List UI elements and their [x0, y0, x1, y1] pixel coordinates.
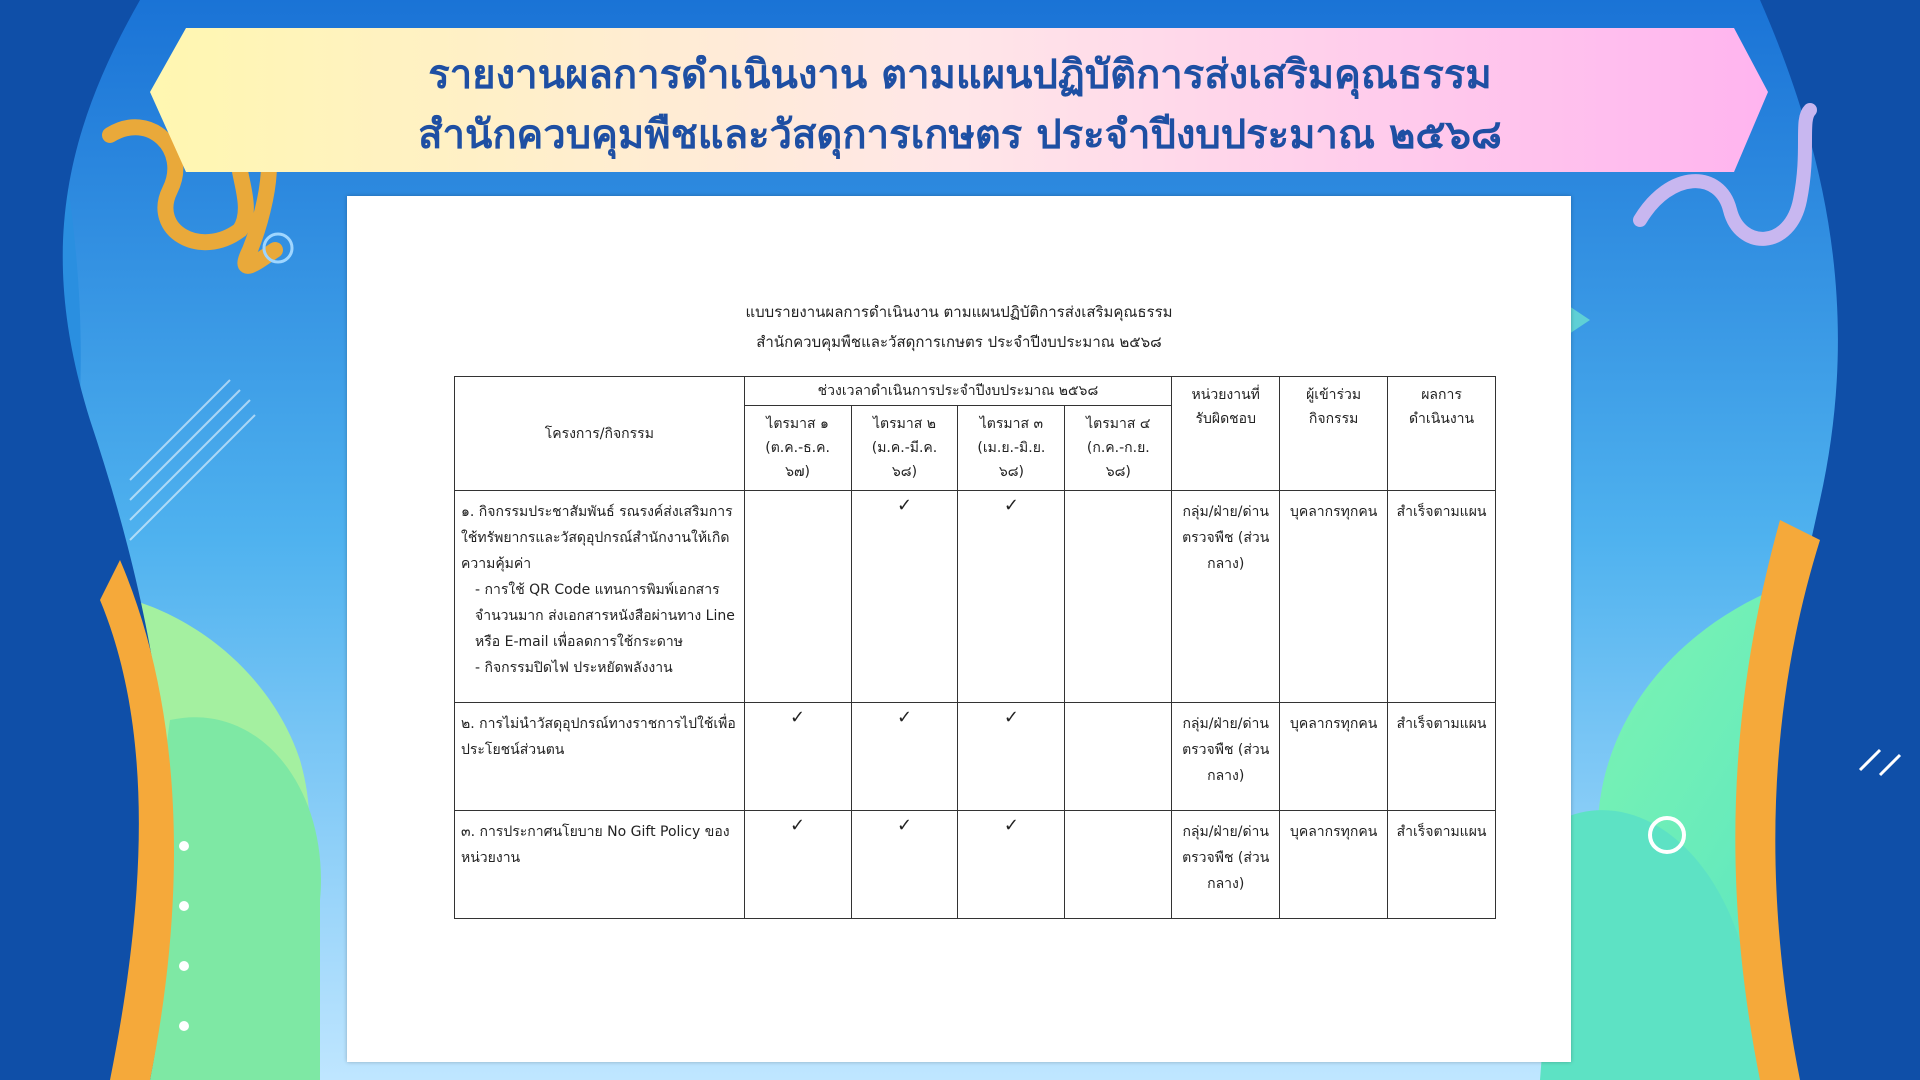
quarter-2-cell: [851, 811, 958, 919]
check-mark-icon: ✓: [1003, 815, 1019, 836]
participants-cell: บุคลากรทุกคน: [1280, 811, 1388, 919]
quarter-1-cell: [744, 811, 851, 919]
header-result: ผลการ ดำเนินงาน: [1388, 377, 1496, 491]
check-mark-icon: ✓: [896, 707, 913, 728]
unit-cell: กลุ่ม/ฝ่าย/ด่านตรวจพืช (ส่วนกลาง): [1172, 491, 1280, 703]
page-title-line2: สำนักควบคุมพืชและวัสดุการเกษตร ประจำปีงบประมาณ ๒๕๖๘: [418, 112, 1502, 158]
header-participants: ผู้เข้าร่วม กิจกรรม: [1280, 377, 1388, 491]
header-quarter-1: ไตรมาส ๑ (ต.ค.-ธ.ค. ๖๗): [744, 406, 851, 491]
header-period: ช่วงเวลาดำเนินการประจำปีงบประมาณ ๒๕๖๘: [744, 377, 1172, 406]
result-cell: สำเร็จตามแผน: [1388, 491, 1496, 703]
document-page: [347, 196, 1571, 1062]
quarter-2-cell: [851, 703, 958, 811]
report-table: [454, 376, 1496, 919]
unit-cell: กลุ่ม/ฝ่าย/ด่านตรวจพืช (ส่วนกลาง): [1172, 703, 1280, 811]
table-header-row: [455, 377, 1496, 406]
activity-cell: ๒. การไม่นำวัสดุอุปกรณ์ทางราชการไปใช้เพื่อประโยชน์ส่วนตน: [455, 703, 745, 811]
activity-cell: ๑. กิจกรรมประชาสัมพันธ์ รณรงค์ส่งเสริมการใช้ทรัพยากรและวัสดุอุปกรณ์สำนักงานให้เกิดความคุ้มค่า - การใช้ QR Code แทนการพิมพ์เอกสารจำนวนมาก ส่งเอกสารหนังสือผ่านทาง Line หรือ E-mail เพื่อลดการใช้กระดาษ - กิจกรรมปิดไฟ ประหยัดพลังงาน: [455, 491, 745, 703]
check-mark-icon: ✓: [896, 815, 913, 836]
quarter-3-cell: [958, 703, 1065, 811]
activity-cell: ๓. การประกาศนโยบาย No Gift Policy ของหน่วยงาน: [455, 811, 745, 919]
check-mark-icon: ✓: [1003, 495, 1019, 516]
document-heading-line2: สำนักควบคุมพืชและวัสดุการเกษตร ประจำปีงบประมาณ ๒๕๖๘: [756, 333, 1162, 351]
header-quarter-3: ไตรมาส ๓ (เม.ย.-มิ.ย. ๖๘): [958, 406, 1065, 491]
check-mark-icon: ✓: [790, 815, 806, 836]
quarter-2-cell: [851, 491, 958, 703]
check-mark-icon: ✓: [790, 707, 806, 728]
participants-cell: บุคลากรทุกคน: [1280, 491, 1388, 703]
quarter-1-cell: [744, 703, 851, 811]
unit-cell: กลุ่ม/ฝ่าย/ด่านตรวจพืช (ส่วนกลาง): [1172, 811, 1280, 919]
participants-cell: บุคลากรทุกคน: [1280, 703, 1388, 811]
table-row: [455, 703, 1496, 811]
quarter-4-cell: [1065, 811, 1172, 919]
quarter-4-cell: [1065, 491, 1172, 703]
table-row: [455, 491, 1496, 703]
quarter-4-cell: [1065, 703, 1172, 811]
quarter-3-cell: [958, 811, 1065, 919]
header-quarter-2: ไตรมาส ๒ (ม.ค.-มี.ค. ๖๘): [851, 406, 958, 491]
quarter-1-cell: [744, 491, 851, 703]
result-cell: สำเร็จตามแผน: [1388, 811, 1496, 919]
check-mark-icon: ✓: [1003, 707, 1019, 728]
check-mark-icon: ✓: [896, 495, 913, 516]
result-cell: สำเร็จตามแผน: [1388, 703, 1496, 811]
header-activity: โครงการ/กิจกรรม: [455, 377, 745, 491]
page-title-line1: รายงานผลการดำเนินงาน ตามแผนปฏิบัติการส่งเสริมคุณธรรม: [428, 52, 1492, 98]
header-quarter-4: ไตรมาส ๔ (ก.ค.-ก.ย. ๖๘): [1065, 406, 1172, 491]
quarter-3-cell: [958, 491, 1065, 703]
document-heading-line1: แบบรายงานผลการดำเนินงาน ตามแผนปฏิบัติการส่งเสริมคุณธรรม: [745, 303, 1173, 321]
table-row: [455, 811, 1496, 919]
header-unit: หน่วยงานที่ รับผิดชอบ: [1172, 377, 1280, 491]
